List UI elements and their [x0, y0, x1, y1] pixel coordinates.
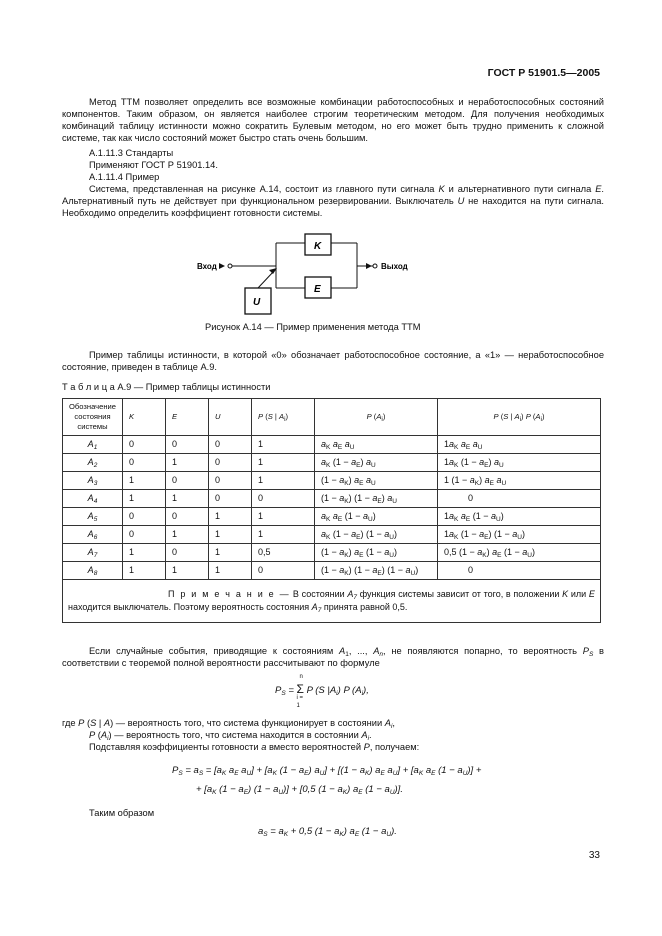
table-row — [63, 454, 601, 472]
cell-k: 0 — [123, 508, 166, 526]
cell-state: $A_1$ — [63, 436, 123, 454]
header-u: U — [209, 399, 252, 436]
cell-u: 0 — [209, 436, 252, 454]
cell-ps: 1 — [252, 508, 315, 526]
thus-label: Таким образом — [89, 808, 155, 818]
cell-prod: $1a_K$ $(1 - a_E)$ $(1 - a_U)$ — [438, 526, 601, 544]
cell-u: 0 — [209, 490, 252, 508]
cell-k: 1 — [123, 544, 166, 562]
output-arrow-icon — [366, 263, 372, 269]
cell-prod: 0,5 $(1 - a_K)$ $a_E$ $(1 - a_U)$ — [438, 544, 601, 562]
cell-pa: $a_K$ $a_E$ $a_U$ — [315, 436, 438, 454]
availability-formula-line-2: + [$a_K$ $(1 - a_E)$ $(1 - a_U)] + [0,5$ $(1 - a_K)$ $a_E$ $(1 - a_U)$]. — [196, 784, 403, 796]
output-label: Выход — [381, 262, 408, 271]
example-paragraph: Система, представленная на рисунке А.14, состоит из главного пути сигнала K и альтернативного пути сигнала E. Альтернативный путь не действует при функциональном резервировании. Выключатель U не находится на пути сигнала. Необходимо определить коэффициент готовности системы. — [62, 184, 604, 218]
cell-k: 1 — [123, 490, 166, 508]
switch-line — [258, 271, 274, 288]
table-row — [63, 526, 601, 544]
cell-u: 1 — [209, 544, 252, 562]
cell-prod: $1a_K$ $a_E$ $a_U$ — [438, 436, 601, 454]
cell-pa: $a_K$ $(1 - a_E)$ $a_U$ — [315, 454, 438, 472]
cell-u: 1 — [209, 508, 252, 526]
cell-u: 1 — [209, 526, 252, 544]
cell-e: 0 — [166, 472, 209, 490]
paragraph-ttm-method: Метод ТТМ позволяет определить все возможные комбинации работоспособных и неработоспособных состояний компонентов. Таким образом, он является наиболее строгим теоретическим методом. Для получения необходимых комбинаций таблицу истинности можно сократить Булевым методом, но его может быть трудно применить к сложной системе, так как число состояний может быстро стать очень большим. — [62, 97, 604, 143]
section-example-heading: А.1.11.4 Пример — [89, 172, 160, 182]
cell-e: 0 — [166, 544, 209, 562]
cell-prod: 1 $(1 - a_K)$ $a_E$ $a_U$ — [438, 472, 601, 490]
cell-k: 1 — [123, 562, 166, 580]
cell-e: 0 — [166, 508, 209, 526]
table-row — [63, 508, 601, 526]
cell-k: 0 — [123, 436, 166, 454]
document-code: ГОСТ Р 51901.5—2005 — [487, 67, 600, 79]
table-title: Т а б л и ц а А.9 — Пример таблицы истинности — [62, 382, 271, 392]
standards-text: Применяют ГОСТ Р 51901.14. — [89, 160, 218, 170]
cell-state: $A_5$ — [63, 508, 123, 526]
events-paragraph: Если случайные события, приводящие к состояниям $A_1$, ..., $A_n$, не появляются попарно, то вероятность $P_S$ в соответствии с теоремой полной вероятности рассчитывают по формуле — [62, 646, 604, 668]
truth-table — [62, 398, 601, 623]
where-line-1: где P (S | A) — вероятность того, что система функционирует в состоянии $A_i$, — [62, 718, 396, 730]
table-row — [63, 490, 601, 508]
cell-e: 1 — [166, 562, 209, 580]
cell-pa: $(1 - a_K)$ $a_E$ $a_U$ — [315, 472, 438, 490]
cell-pa: $(1 - a_K)$ $(1 - a_E)$ $a_U$ — [315, 490, 438, 508]
cell-pa: $a_K$ $(1 - a_E)$ $(1 - a_U)$ — [315, 526, 438, 544]
cell-ps: 1 — [252, 436, 315, 454]
block-u-label: U — [253, 297, 261, 308]
substitution-line: Подставляя коэффициенты готовности a вместо вероятностей P, получаем: — [89, 742, 420, 752]
table-row — [63, 472, 601, 490]
table-row — [63, 544, 601, 562]
cell-ps: 0 — [252, 490, 315, 508]
table-note-row — [63, 580, 601, 623]
cell-ps: 1 — [252, 526, 315, 544]
cell-state: $A_4$ — [63, 490, 123, 508]
availability-formula-line-1: $P_S = a_S = [a_K$ $a_E$ $a_U] + [a_K$ $(1 - a_E)$ $a_U] + [(1 - a_K)$ $a_E$ $a_U] + [a_K$ $a_E$ $(1 - a_U)$] + — [172, 765, 482, 777]
cell-prod: $1a_K$ $a_E$ $(1 - a_U)$ — [438, 508, 601, 526]
cell-k: 0 — [123, 526, 166, 544]
final-formula: $a_S = a_K + 0,5$ $(1 - a_K)$ $a_E$ $(1 - a_U)$. — [258, 826, 397, 838]
section-standards-heading: А.1.11.3 Стандарты — [89, 148, 174, 158]
cell-e: 1 — [166, 454, 209, 472]
table-note: П р и м е ч а н и е — В состоянии $A_7$ функция системы зависит от того, в положении K или E находится выключатель. Поэтому вероятность состояния $A_7$ принята равной 0,5. — [63, 580, 601, 623]
block-e-label: E — [314, 284, 321, 295]
cell-u: 1 — [209, 562, 252, 580]
input-terminal-icon — [228, 264, 232, 268]
cell-state: $A_8$ — [63, 562, 123, 580]
cell-state: $A_7$ — [63, 544, 123, 562]
cell-e: 1 — [166, 526, 209, 544]
input-label: Вход — [197, 262, 217, 271]
cell-ps: 1 — [252, 472, 315, 490]
cell-u: 0 — [209, 454, 252, 472]
table-row — [63, 436, 601, 454]
figure-a14-diagram — [195, 228, 425, 318]
cell-e: 0 — [166, 436, 209, 454]
where-line-2: P $(A_i)$ — вероятность того, что система находится в состоянии $A_i$. — [89, 730, 372, 742]
table-row — [63, 562, 601, 580]
cell-pa: $(1 - a_K)$ $a_E$ $(1 - a_U)$ — [315, 544, 438, 562]
header-e: E — [166, 399, 209, 436]
cell-prod: $1a_K$ $(1 - a_E)$ $a_U$ — [438, 454, 601, 472]
cell-state: $A_3$ — [63, 472, 123, 490]
cell-k: 1 — [123, 472, 166, 490]
cell-prod: 0 — [438, 490, 601, 508]
cell-ps: 0 — [252, 562, 315, 580]
cell-e: 1 — [166, 490, 209, 508]
header-state: Обозначение состояния системы — [63, 399, 123, 436]
cell-prod: 0 — [438, 562, 601, 580]
table-intro: Пример таблицы истинности, в которой «0» обозначает работоспособное состояние, а «1» — неработоспособное состояние, приведен в таблице А.9. — [62, 350, 604, 372]
total-probability-formula: $P_S = \Sigma$ n i = 1 P (S $|A_i$) P $(A_i)$, — [275, 674, 369, 709]
header-ps: P (S | $A_i$) — [252, 399, 315, 436]
figure-caption: Рисунок А.14 — Пример применения метода ТТМ — [205, 322, 421, 332]
output-terminal-icon — [373, 264, 377, 268]
cell-u: 0 — [209, 472, 252, 490]
page-number: 33 — [588, 850, 600, 861]
header-pa: P $(A_i)$ — [315, 399, 438, 436]
cell-state: $A_2$ — [63, 454, 123, 472]
cell-ps: 1 — [252, 454, 315, 472]
cell-k: 0 — [123, 454, 166, 472]
block-k-label: K — [314, 241, 322, 252]
cell-pa: $a_K$ $a_E$ $(1 - a_U)$ — [315, 508, 438, 526]
header-k: K — [123, 399, 166, 436]
table-header-row — [63, 399, 601, 436]
header-prod: P (S | $A_i$) P $(A_i)$ — [438, 399, 601, 436]
input-arrow-icon — [219, 263, 225, 269]
cell-state: $A_6$ — [63, 526, 123, 544]
cell-ps: 0,5 — [252, 544, 315, 562]
cell-pa: $(1 - a_K)$ $(1 - a_E)$ $(1 - a_U)$ — [315, 562, 438, 580]
